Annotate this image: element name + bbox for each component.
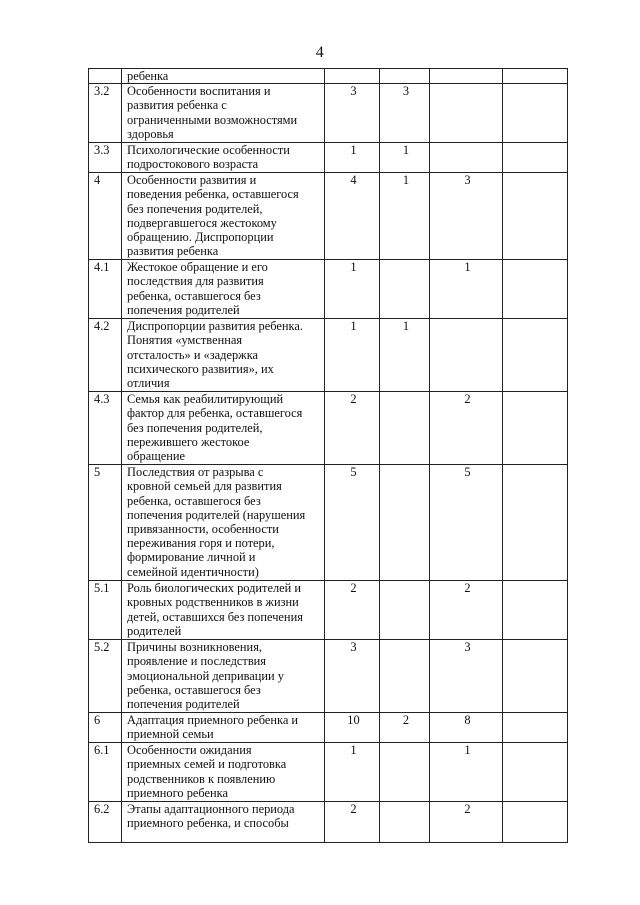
section-number-cell: 4.1 [89, 260, 122, 319]
total-hours-cell: 4 [325, 173, 380, 260]
topic-cell: Диспропорции развития ребенка. Понятия «умственная отсталость» и «задержка психического развития», их отличия [122, 319, 325, 392]
extra-cell [503, 143, 568, 173]
section-number-cell: 3.3 [89, 143, 122, 173]
practice-hours-cell [430, 69, 503, 84]
lecture-hours-cell [380, 581, 430, 640]
section-number-cell: 6.2 [89, 802, 122, 843]
lecture-hours-cell [380, 743, 430, 802]
table-row [89, 743, 568, 802]
table-row [89, 802, 568, 843]
table-row [89, 581, 568, 640]
practice-hours-cell [430, 84, 503, 143]
section-number-cell: 4.2 [89, 319, 122, 392]
section-number-cell: 5 [89, 465, 122, 581]
practice-hours-cell: 2 [430, 802, 503, 843]
curriculum-table [88, 68, 568, 843]
practice-hours-cell: 5 [430, 465, 503, 581]
lecture-hours-cell [380, 392, 430, 465]
total-hours-cell: 1 [325, 743, 380, 802]
lecture-hours-cell: 3 [380, 84, 430, 143]
section-number-cell: 4.3 [89, 392, 122, 465]
lecture-hours-cell [380, 640, 430, 713]
total-hours-cell: 2 [325, 802, 380, 843]
practice-hours-cell: 3 [430, 173, 503, 260]
total-hours-cell: 1 [325, 143, 380, 173]
topic-cell: Семья как реабилитирующий фактор для ребенка, оставшегося без попечения родителей, пережившего жестокое обращение [122, 392, 325, 465]
extra-cell [503, 392, 568, 465]
section-number-cell: 5.2 [89, 640, 122, 713]
topic-cell: Особенности развития и поведения ребенка, оставшегося без попечения родителей, подвергавшегося жестокому обращению. Диспропорции развития ребенка [122, 173, 325, 260]
extra-cell [503, 713, 568, 743]
page-number: 4 [315, 44, 325, 61]
lecture-hours-cell [380, 260, 430, 319]
topic-cell: Адаптация приемного ребенка и приемной семьи [122, 713, 325, 743]
table-row [89, 392, 568, 465]
curriculum-table-body [89, 69, 568, 843]
practice-hours-cell: 3 [430, 640, 503, 713]
extra-cell [503, 743, 568, 802]
total-hours-cell [325, 69, 380, 84]
extra-cell [503, 802, 568, 843]
topic-cell: Роль биологических родителей и кровных родственников в жизни детей, оставшихся без попечения родителей [122, 581, 325, 640]
practice-hours-cell: 2 [430, 581, 503, 640]
table-row [89, 84, 568, 143]
total-hours-cell: 5 [325, 465, 380, 581]
extra-cell [503, 69, 568, 84]
extra-cell [503, 260, 568, 319]
table-row [89, 319, 568, 392]
table-row [89, 173, 568, 260]
extra-cell [503, 640, 568, 713]
lecture-hours-cell: 1 [380, 319, 430, 392]
table-row [89, 465, 568, 581]
total-hours-cell: 3 [325, 640, 380, 713]
lecture-hours-cell: 1 [380, 173, 430, 260]
section-number-cell: 4 [89, 173, 122, 260]
practice-hours-cell: 2 [430, 392, 503, 465]
topic-cell: Особенности ожидания приемных семей и подготовка родственников к появлению приемного ребенка [122, 743, 325, 802]
table-row [89, 640, 568, 713]
topic-cell: ребенка [122, 69, 325, 84]
topic-cell: Причины возникновения, проявление и последствия эмоциональной депривации у ребенка, оставшегося без попечения родителей [122, 640, 325, 713]
extra-cell [503, 173, 568, 260]
total-hours-cell: 2 [325, 392, 380, 465]
total-hours-cell: 10 [325, 713, 380, 743]
lecture-hours-cell [380, 69, 430, 84]
extra-cell [503, 319, 568, 392]
total-hours-cell: 3 [325, 84, 380, 143]
table-row [89, 260, 568, 319]
table-row [89, 143, 568, 173]
total-hours-cell: 2 [325, 581, 380, 640]
topic-cell: Жестокое обращение и его последствия для развития ребенка, оставшегося без попечения родителей [122, 260, 325, 319]
table-row [89, 69, 568, 84]
practice-hours-cell: 1 [430, 260, 503, 319]
lecture-hours-cell: 2 [380, 713, 430, 743]
topic-cell: Особенности воспитания и развития ребенка с ограниченными возможностями здоровья [122, 84, 325, 143]
section-number-cell [89, 69, 122, 84]
lecture-hours-cell: 1 [380, 143, 430, 173]
section-number-cell: 3.2 [89, 84, 122, 143]
extra-cell [503, 84, 568, 143]
section-number-cell: 6 [89, 713, 122, 743]
lecture-hours-cell [380, 802, 430, 843]
practice-hours-cell: 1 [430, 743, 503, 802]
topic-cell: Этапы адаптационного периода приемного ребенка, и способы [122, 802, 325, 843]
practice-hours-cell [430, 143, 503, 173]
topic-cell: Психологические особенности подростокового возраста [122, 143, 325, 173]
extra-cell [503, 581, 568, 640]
extra-cell [503, 465, 568, 581]
lecture-hours-cell [380, 465, 430, 581]
total-hours-cell: 1 [325, 319, 380, 392]
topic-cell: Последствия от разрыва с кровной семьей для развития ребенка, оставшегося без попечения родителей (нарушения привязанности, особенности переживания горя и потери, формирование личной и семейной идентичности) [122, 465, 325, 581]
section-number-cell: 5.1 [89, 581, 122, 640]
table-row [89, 713, 568, 743]
total-hours-cell: 1 [325, 260, 380, 319]
practice-hours-cell: 8 [430, 713, 503, 743]
practice-hours-cell [430, 319, 503, 392]
section-number-cell: 6.1 [89, 743, 122, 802]
